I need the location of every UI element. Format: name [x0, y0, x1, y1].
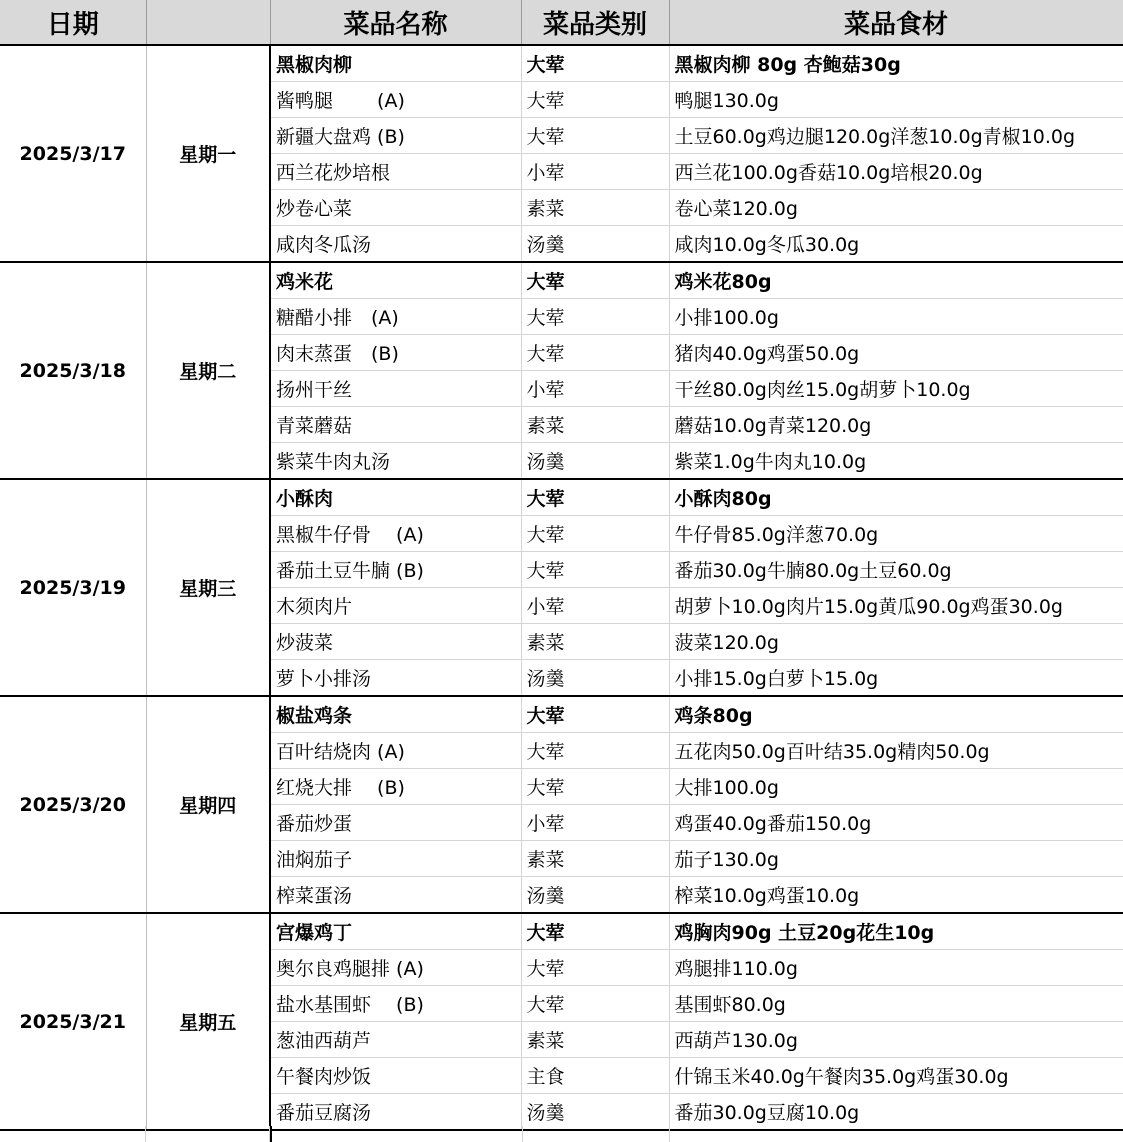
ingredients-cell[interactable]: 鸡蛋40.0g番茄150.0g: [669, 805, 1123, 841]
dish-category-cell[interactable]: 大荤: [521, 479, 669, 516]
ingredients-cell[interactable]: 咸肉10.0g冬瓜30.0g: [669, 226, 1123, 263]
ingredients-cell[interactable]: 五花肉50.0g百叶结35.0g精肉50.0g: [669, 733, 1123, 769]
dish-name-cell[interactable]: 番茄土豆牛腩 (B): [270, 552, 521, 588]
table-row: [0, 479, 1123, 516]
dish-name-cell[interactable]: 咸肉冬瓜汤: [270, 226, 521, 263]
dish-category-cell[interactable]: 大荤: [521, 516, 669, 552]
weekday-cell[interactable]: 星期一: [146, 45, 270, 262]
ingredients-cell[interactable]: 西兰花100.0g香菇10.0g培根20.0g: [669, 154, 1123, 190]
ingredients-cell[interactable]: 鸡米花80g: [669, 262, 1123, 299]
dish-category-cell[interactable]: 大荤: [521, 45, 669, 82]
dish-category-cell[interactable]: 素菜: [521, 1022, 669, 1058]
dish-name-cell[interactable]: 百叶结烧肉 (A): [270, 733, 521, 769]
ingredients-cell[interactable]: 卷心菜120.0g: [669, 190, 1123, 226]
weekday-cell[interactable]: 星期五: [146, 913, 270, 1130]
weekday-cell[interactable]: 星期二: [146, 262, 270, 479]
dish-category-cell[interactable]: 素菜: [521, 841, 669, 877]
weekday-cell[interactable]: 星期四: [146, 696, 270, 913]
dish-name-cell[interactable]: 肉末蒸蛋 (B): [270, 335, 521, 371]
dish-category-cell[interactable]: 大荤: [521, 82, 669, 118]
dish-category-cell[interactable]: 汤羹: [521, 877, 669, 914]
ingredients-cell[interactable]: 基围虾80.0g: [669, 986, 1123, 1022]
dish-name-cell[interactable]: 糖醋小排 (A): [270, 299, 521, 335]
dish-category-cell[interactable]: 小荤: [521, 588, 669, 624]
grid-tail-cell: [522, 1126, 670, 1142]
dish-category-cell[interactable]: 大荤: [521, 986, 669, 1022]
dish-name-cell[interactable]: 盐水基围虾 (B): [270, 986, 521, 1022]
dish-name-cell[interactable]: 小酥肉: [270, 479, 521, 516]
table-row: [0, 262, 1123, 299]
ingredients-cell[interactable]: 什锦玉米40.0g午餐肉35.0g鸡蛋30.0g: [669, 1058, 1123, 1094]
dish-category-cell[interactable]: 汤羹: [521, 226, 669, 263]
table-row: [0, 913, 1123, 950]
header-row: [0, 0, 1123, 45]
dish-name-cell[interactable]: 酱鸭腿 (A): [270, 82, 521, 118]
dish-category-cell[interactable]: 小荤: [521, 805, 669, 841]
date-cell[interactable]: 2025/3/19: [0, 479, 146, 696]
header-dish-name[interactable]: 菜品名称: [270, 0, 521, 45]
dish-category-cell[interactable]: 素菜: [521, 407, 669, 443]
header-ingredients[interactable]: 菜品食材: [669, 0, 1123, 45]
dish-category-cell[interactable]: 大荤: [521, 118, 669, 154]
dish-name-cell[interactable]: 青菜蘑菇: [270, 407, 521, 443]
ingredients-cell[interactable]: 小排15.0g白萝卜15.0g: [669, 660, 1123, 697]
ingredients-cell[interactable]: 番茄30.0g牛腩80.0g土豆60.0g: [669, 552, 1123, 588]
dish-name-cell[interactable]: 新疆大盘鸡 (B): [270, 118, 521, 154]
grid-tail-cell: [146, 1126, 270, 1142]
ingredients-cell[interactable]: 胡萝卜10.0g肉片15.0g黄瓜90.0g鸡蛋30.0g: [669, 588, 1123, 624]
dish-name-cell[interactable]: 椒盐鸡条: [270, 696, 521, 733]
dish-category-cell[interactable]: 汤羹: [521, 1094, 669, 1131]
table-row: [0, 696, 1123, 733]
dish-name-cell[interactable]: 午餐肉炒饭: [270, 1058, 521, 1094]
dish-category-cell[interactable]: 主食: [521, 1058, 669, 1094]
grid-tail-cell: [0, 1126, 146, 1142]
dish-name-cell[interactable]: 番茄炒蛋: [270, 805, 521, 841]
dish-category-cell[interactable]: 素菜: [521, 624, 669, 660]
dish-category-cell[interactable]: 大荤: [521, 950, 669, 986]
dish-name-cell[interactable]: 葱油西葫芦: [270, 1022, 521, 1058]
dish-name-cell[interactable]: 油焖茄子: [270, 841, 521, 877]
ingredients-cell[interactable]: 番茄30.0g豆腐10.0g: [669, 1094, 1123, 1131]
ingredients-cell[interactable]: 土豆60.0g鸡边腿120.0g洋葱10.0g青椒10.0g: [669, 118, 1123, 154]
dish-name-cell[interactable]: 扬州干丝: [270, 371, 521, 407]
dish-name-cell[interactable]: 奥尔良鸡腿排 (A): [270, 950, 521, 986]
ingredients-cell[interactable]: 鸡腿排110.0g: [669, 950, 1123, 986]
weekday-cell[interactable]: 星期三: [146, 479, 270, 696]
dish-category-cell[interactable]: 大荤: [521, 769, 669, 805]
header-dish-category[interactable]: 菜品类别: [521, 0, 669, 45]
dish-name-cell[interactable]: 榨菜蛋汤: [270, 877, 521, 914]
dish-name-cell[interactable]: 红烧大排 (B): [270, 769, 521, 805]
dish-category-cell[interactable]: 大荤: [521, 733, 669, 769]
header-date[interactable]: 日期: [0, 0, 146, 45]
dish-name-cell[interactable]: 宫爆鸡丁: [270, 913, 521, 950]
ingredients-cell[interactable]: 紫菜1.0g牛肉丸10.0g: [669, 443, 1123, 480]
dish-name-cell[interactable]: 萝卜小排汤: [270, 660, 521, 697]
dish-category-cell[interactable]: 大荤: [521, 552, 669, 588]
dish-name-cell[interactable]: 木须肉片: [270, 588, 521, 624]
ingredients-cell[interactable]: 茄子130.0g: [669, 841, 1123, 877]
dish-name-cell[interactable]: 紫菜牛肉丸汤: [270, 443, 521, 480]
ingredients-cell[interactable]: 小排100.0g: [669, 299, 1123, 335]
ingredients-cell[interactable]: 猪肉40.0g鸡蛋50.0g: [669, 335, 1123, 371]
date-cell[interactable]: 2025/3/18: [0, 262, 146, 479]
dish-category-cell[interactable]: 小荤: [521, 154, 669, 190]
dish-category-cell[interactable]: 汤羹: [521, 660, 669, 697]
ingredients-cell[interactable]: 蘑菇10.0g青菜120.0g: [669, 407, 1123, 443]
ingredients-cell[interactable]: 黑椒肉柳 80g 杏鲍菇30g: [669, 45, 1123, 82]
date-cell[interactable]: 2025/3/21: [0, 913, 146, 1130]
ingredients-cell[interactable]: 牛仔骨85.0g洋葱70.0g: [669, 516, 1123, 552]
header-weekday[interactable]: [146, 0, 270, 45]
ingredients-cell[interactable]: 鸡胸肉90g 土豆20g花生10g: [669, 913, 1123, 950]
dish-name-cell[interactable]: 番茄豆腐汤: [270, 1094, 521, 1131]
dish-name-cell[interactable]: 炒菠菜: [270, 624, 521, 660]
dish-category-cell[interactable]: 大荤: [521, 262, 669, 299]
dish-name-cell[interactable]: 炒卷心菜: [270, 190, 521, 226]
dish-category-cell[interactable]: 小荤: [521, 371, 669, 407]
dish-name-cell[interactable]: 西兰花炒培根: [270, 154, 521, 190]
ingredients-cell[interactable]: 西葫芦130.0g: [669, 1022, 1123, 1058]
dish-name-cell[interactable]: 鸡米花: [270, 262, 521, 299]
date-cell[interactable]: 2025/3/20: [0, 696, 146, 913]
ingredients-cell[interactable]: 鸡条80g: [669, 696, 1123, 733]
table-row: [0, 45, 1123, 82]
dish-name-cell[interactable]: 黑椒肉柳: [270, 45, 521, 82]
ingredients-cell[interactable]: 菠菜120.0g: [669, 624, 1123, 660]
dish-category-cell[interactable]: 大荤: [521, 913, 669, 950]
ingredients-cell[interactable]: 小酥肉80g: [669, 479, 1123, 516]
dish-name-cell[interactable]: 黑椒牛仔骨 (A): [270, 516, 521, 552]
grid-tail-cell: [270, 1126, 523, 1142]
dish-category-cell[interactable]: 汤羹: [521, 443, 669, 480]
ingredients-cell[interactable]: 鸭腿130.0g: [669, 82, 1123, 118]
dish-category-cell[interactable]: 大荤: [521, 696, 669, 733]
ingredients-cell[interactable]: 干丝80.0g肉丝15.0g胡萝卜10.0g: [669, 371, 1123, 407]
dish-category-cell[interactable]: 大荤: [521, 299, 669, 335]
ingredients-cell[interactable]: 榨菜10.0g鸡蛋10.0g: [669, 877, 1123, 914]
date-cell[interactable]: 2025/3/17: [0, 45, 146, 262]
dish-category-cell[interactable]: 大荤: [521, 335, 669, 371]
ingredients-cell[interactable]: 大排100.0g: [669, 769, 1123, 805]
dish-category-cell[interactable]: 素菜: [521, 190, 669, 226]
